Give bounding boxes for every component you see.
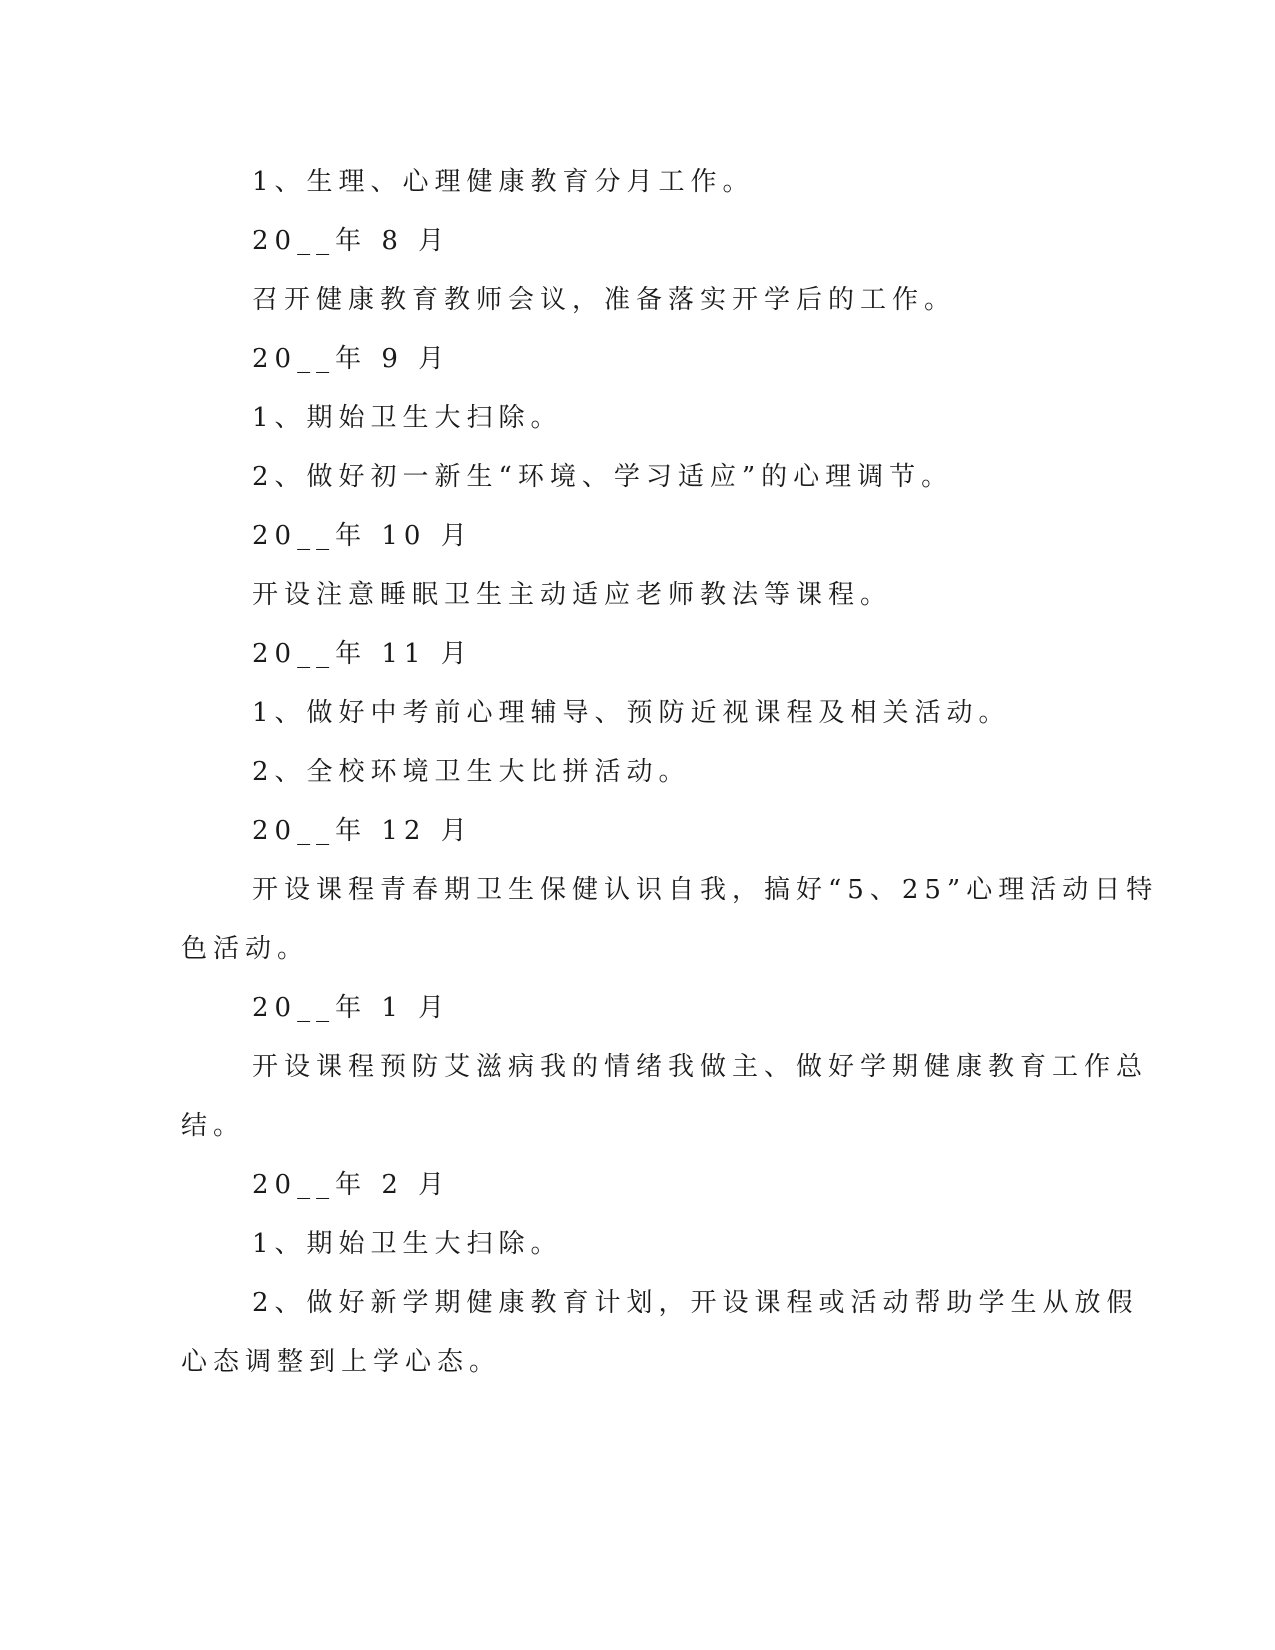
- month-heading: 20__年 12 月: [252, 816, 473, 846]
- list-item: 1、期始卫生大扫除。: [252, 403, 563, 433]
- list-item: 1、期始卫生大扫除。: [252, 1229, 563, 1259]
- list-item: 1、做好中考前心理辅导、预防近视课程及相关活动。: [252, 698, 1011, 728]
- month-heading: 20__年 11 月: [252, 639, 473, 669]
- month-heading: 20__年 1 月: [252, 993, 451, 1023]
- list-item: 2、做好初一新生“环境、学习适应”的心理调节。: [252, 462, 954, 492]
- paragraph: 开设课程青春期卫生保健认识自我，搞好“5、25”心理活动日特: [252, 875, 1159, 905]
- list-item-continuation: 心态调整到上学心态。: [181, 1347, 502, 1377]
- paragraph: 开设课程预防艾滋病我的情绪我做主、做好学期健康教育工作总: [252, 1052, 1149, 1082]
- paragraph: 开设注意睡眠卫生主动适应老师教法等课程。: [252, 580, 893, 610]
- month-heading: 20__年 9 月: [252, 344, 451, 374]
- list-item: 2、做好新学期健康教育计划，开设课程或活动帮助学生从放假: [252, 1288, 1139, 1318]
- paragraph-continuation: 结。: [181, 1111, 246, 1141]
- paragraph: 召开健康教育教师会议，准备落实开学后的工作。: [252, 285, 957, 315]
- paragraph-continuation: 色活动。: [181, 934, 310, 964]
- list-item: 2、全校环境卫生大比拼活动。: [252, 757, 691, 787]
- month-heading: 20__年 8 月: [252, 226, 451, 256]
- month-heading: 20__年 2 月: [252, 1170, 451, 1200]
- month-heading: 20__年 10 月: [252, 521, 473, 551]
- section-heading: 1、生理、心理健康教育分月工作。: [252, 167, 755, 197]
